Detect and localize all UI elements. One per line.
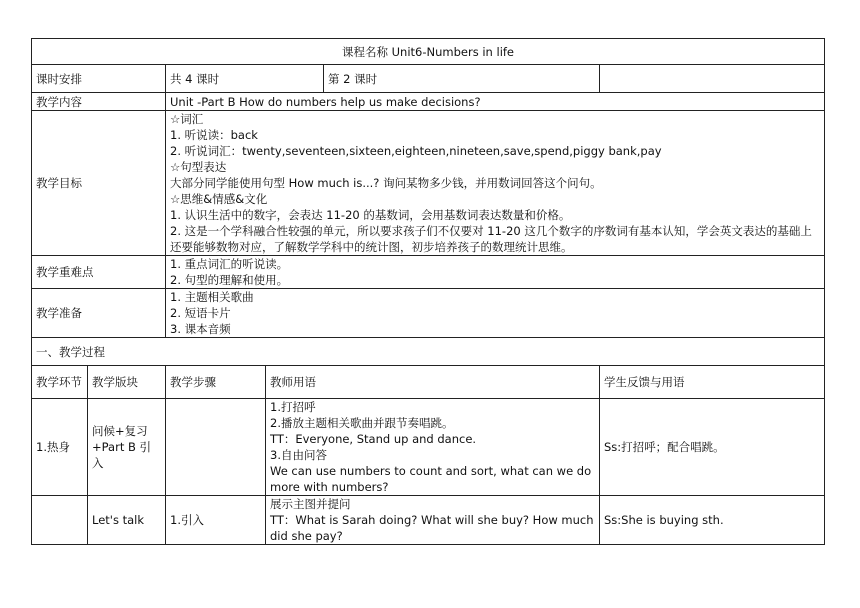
focus-line: 1. 重点词汇的听说读。 xyxy=(170,257,289,271)
goals-row xyxy=(32,111,825,256)
hours-label: 课时安排 xyxy=(32,65,166,93)
teacher-line: TT：Everyone, Stand up and dance. xyxy=(270,432,477,446)
row-stage: 1.热身 xyxy=(32,399,88,496)
lesson-plan-table xyxy=(31,38,825,545)
goal-line: ☆词汇 xyxy=(170,112,204,126)
course-title: 课程名称 Unit6-Numbers in life xyxy=(32,39,825,65)
goal-line: 2. 听说词汇：twenty,seventeen,sixteen,eighteen,nineteen,save,spend,piggy bank,pay xyxy=(170,144,662,158)
row-stage xyxy=(32,496,88,545)
teacher-line: 展示主图并提问 xyxy=(270,497,351,511)
process-header-row xyxy=(32,366,825,399)
prep-row xyxy=(32,289,825,338)
goal-line: 1. 认识生活中的数字，会表达 11-20 的基数词，会用基数词表达数量和价格。 xyxy=(170,208,571,222)
teacher-line: TT：What is Sarah doing? What will she buy? How much did she pay? xyxy=(270,513,594,543)
hours-current: 第 2 课时 xyxy=(328,71,378,86)
focus-line: 2. 句型的理解和使用。 xyxy=(170,273,289,287)
goals-text xyxy=(166,111,825,256)
prep-line: 1. 主题相关歌曲 xyxy=(170,290,254,304)
goal-line: 1. 听说读：back xyxy=(170,128,258,142)
row-board: 问候+复习+Part B 引入 xyxy=(88,399,166,496)
goal-line: 大部分同学能使用句型 How much is...? 询问某物多少钱，并用数词回答这个问句。 xyxy=(170,176,602,190)
hours-empty xyxy=(600,65,825,93)
hours-total: 共 4 课时 xyxy=(166,65,324,92)
row-student: Ss:She is buying sth. xyxy=(600,496,825,545)
teacher-line: We can use numbers to count and sort, what can we do more with numbers? xyxy=(270,464,592,494)
process-heading-row xyxy=(32,338,825,366)
content-label: 教学内容 xyxy=(32,93,166,111)
hours-row xyxy=(32,65,825,93)
prep-label: 教学准备 xyxy=(32,289,166,338)
table-row xyxy=(32,496,825,545)
process-heading: 一、教学过程 xyxy=(32,338,825,366)
course-title-row xyxy=(32,39,825,65)
teacher-line: 1.打招呼 xyxy=(270,400,316,414)
focus-row xyxy=(32,256,825,289)
row-teacher xyxy=(266,399,600,496)
content-value: Unit -Part B How do numbers help us make decisions? xyxy=(166,93,825,111)
row-student: Ss:打招呼；配合唱跳。 xyxy=(600,399,825,496)
teacher-line: 3.自由问答 xyxy=(270,448,327,462)
focus-text xyxy=(166,256,825,289)
goals-label: 教学目标 xyxy=(32,111,166,256)
header-steps: 教学步骤 xyxy=(166,366,266,399)
prep-text xyxy=(166,289,825,338)
row-board: Let's talk xyxy=(88,496,166,545)
focus-label: 教学重难点 xyxy=(32,256,166,289)
content-row xyxy=(32,93,825,111)
row-steps: 1.引入 xyxy=(166,496,266,545)
row-steps xyxy=(166,399,266,496)
goal-line: ☆思维&情感&文化 xyxy=(170,192,268,206)
teacher-line: 2.播放主题相关歌曲并跟节奏唱跳。 xyxy=(270,416,454,430)
goal-line: 2. 这是一个学科融合性较强的单元，所以要求孩子们不仅要对 11-20 这几个数字的序数词有基本认知，学会英文表达的基础上还要能够数物对应，了解数学学科中的统计图，初步培养孩子的数理统计思维。 xyxy=(170,224,812,254)
header-student: 学生反馈与用语 xyxy=(600,366,825,399)
table-row xyxy=(32,399,825,496)
header-stage: 教学环节 xyxy=(32,366,88,399)
goal-line: ☆句型表达 xyxy=(170,160,227,174)
header-board: 教学版块 xyxy=(88,366,166,399)
row-teacher xyxy=(266,496,600,545)
prep-line: 2. 短语卡片 xyxy=(170,306,231,320)
header-teacher: 教师用语 xyxy=(266,366,600,399)
prep-line: 3. 课本音频 xyxy=(170,322,231,336)
